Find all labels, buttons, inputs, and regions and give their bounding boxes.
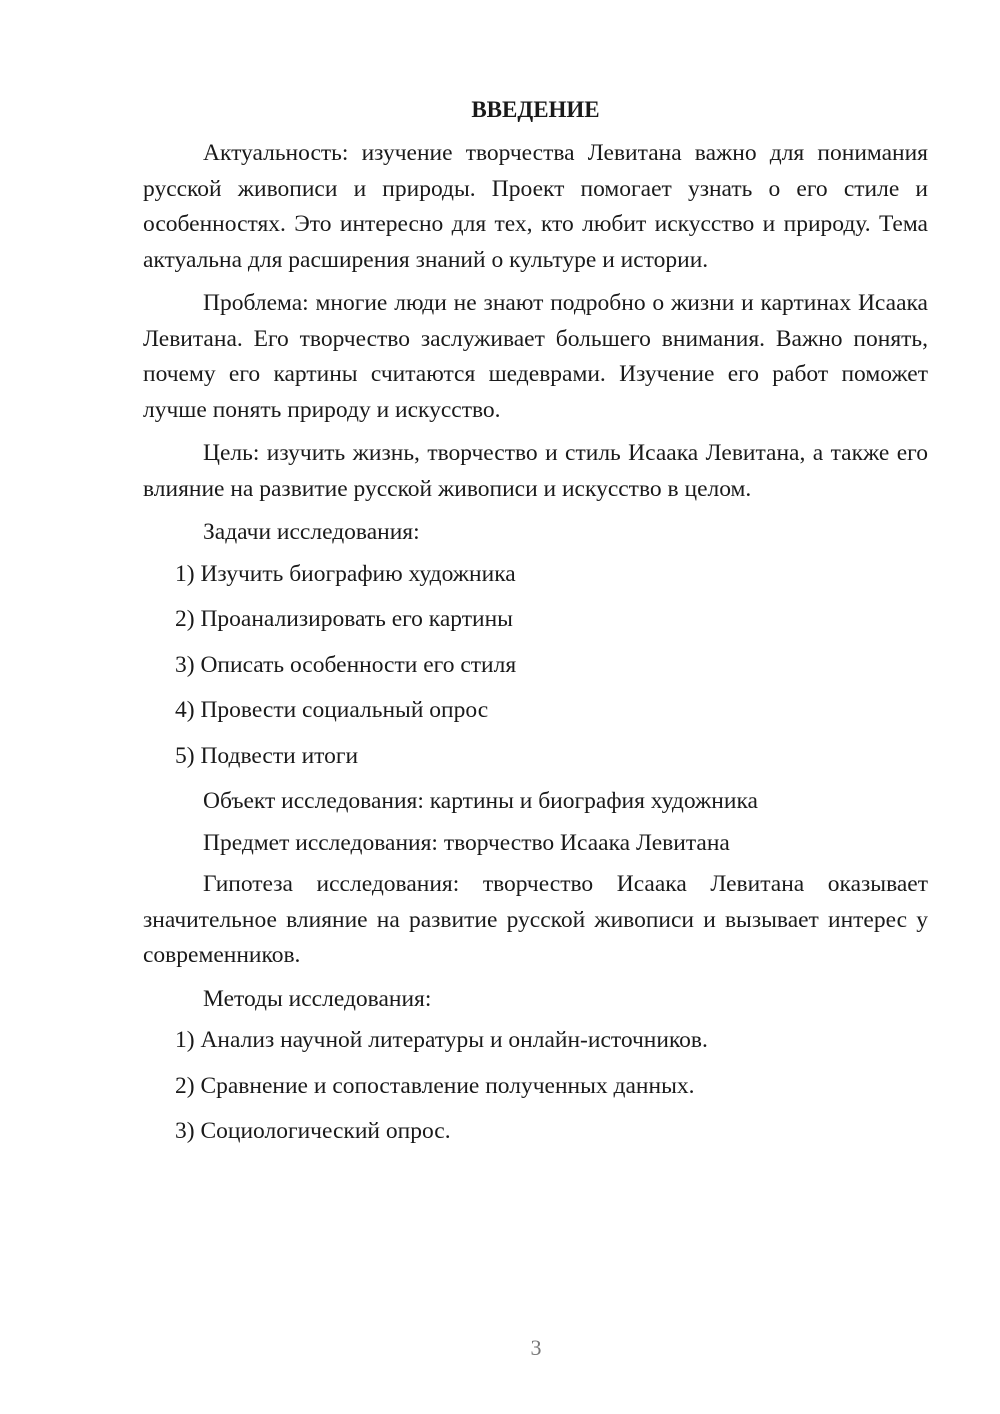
page-title: ВВЕДЕНИЕ — [471, 97, 600, 122]
tasks-heading: Задачи исследования: — [203, 519, 420, 545]
tasks-list — [143, 557, 928, 775]
methods-heading: Методы исследования: — [203, 985, 432, 1012]
list-item: 2) Проанализировать его картины — [175, 606, 513, 632]
subject-paragraph: Предмет исследования: творчество Исаака Левитана — [203, 829, 730, 856]
list-item: 2) Сравнение и сопоставление полученных данных. — [175, 1072, 695, 1099]
methods-list — [143, 1023, 928, 1150]
problem-paragraph: Проблема: многие люди не знают подробно о жизни и картинах Исаака Левитана. Его творчество заслуживает большего внимания. Важно понять, почему его картины считаются шедеврами. Изучение его работ поможет лучше понять природу и искусство. — [143, 290, 928, 423]
list-item: 1) Изучить биографию художника — [175, 560, 516, 587]
goal-paragraph: Цель: изучить жизнь, творчество и стиль Исаака Левитана, а также его влияние на развитие русской живописи и искусство в целом. — [143, 440, 928, 502]
list-item: 3) Социологический опрос. — [175, 1118, 451, 1144]
object-paragraph: Объект исследования: картины и биография художника — [203, 788, 758, 814]
relevance-paragraph: Актуальность: изучение творчества Левитана важно для понимания русской живописи и природы. Проект помогает узнать о его стиле и особенностях. Это интересно для тех, кто любит искусство и природу. Тема актуальна для расширения знаний о культуре и истории. — [143, 140, 928, 273]
list-item: 3) Описать особенности его стиля — [175, 651, 517, 678]
page-number: 3 — [530, 1335, 542, 1360]
list-item: 1) Анализ научной литературы и онлайн-источников. — [175, 1027, 708, 1053]
page-content — [143, 92, 928, 1160]
list-item: 5) Подвести итоги — [175, 742, 359, 769]
hypothesis-paragraph: Гипотеза исследования: творчество Исаака Левитана оказывает значительное влияние на развитие русской живописи и вызывает интерес у современников. — [143, 871, 928, 968]
list-item: 4) Провести социальный опрос — [175, 697, 489, 723]
